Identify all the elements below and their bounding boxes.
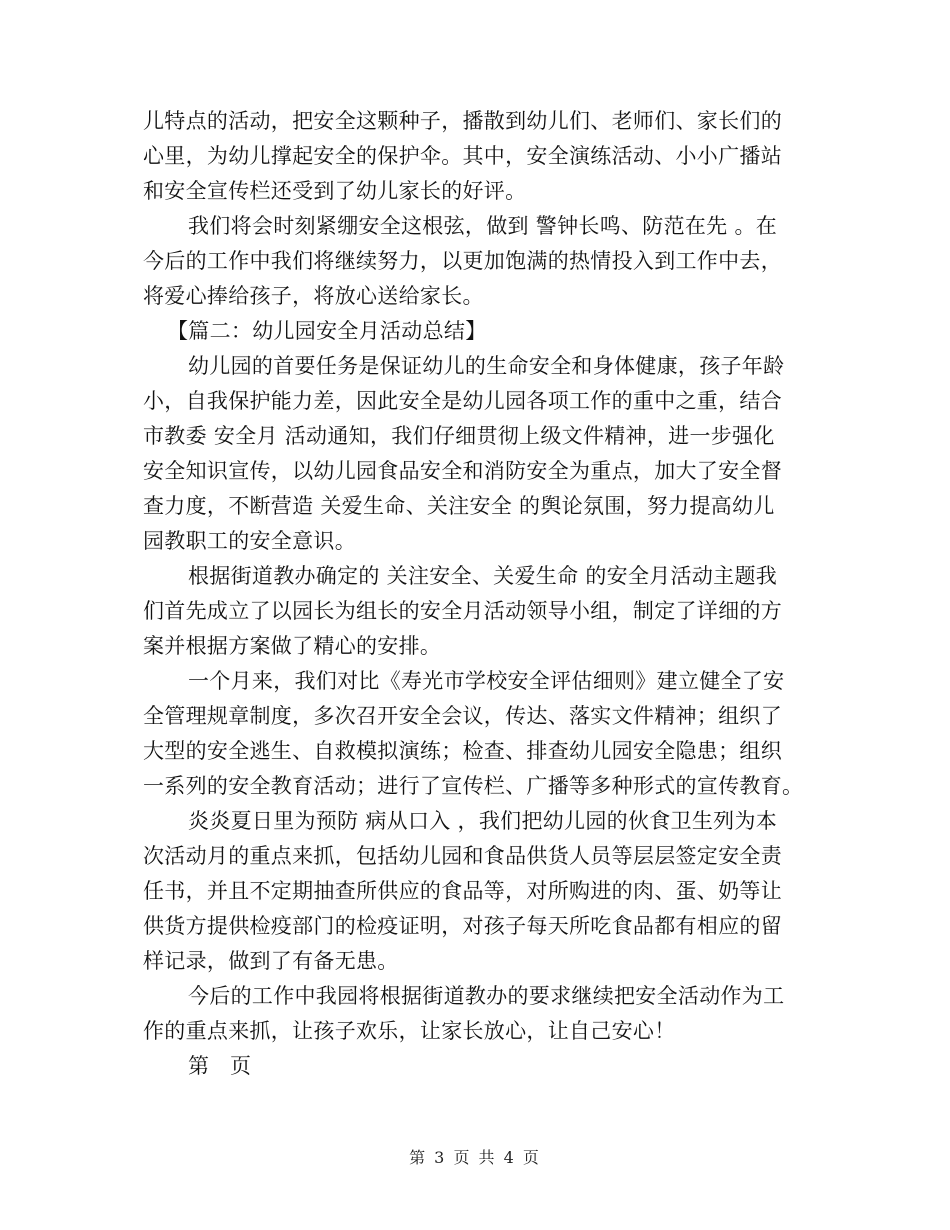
document-body [143,104,813,1084]
text-line: 今后的工作中我们将继续努力，以更加饱满的热情投入到工作中去， [143,249,782,273]
text-line: 市教委 安全月 活动通知，我们仔细贯彻上级文件精神，进一步强化 [143,424,775,448]
page-footer: 第 3 页 共 4 页 [409,1148,541,1167]
text-line: 根据街道教办确定的 关注安全、关爱生命 的安全月活动主题我 [188,564,778,588]
text-line: 供货方提供检疫部门的检疫证明，对孩子每天所吃食品都有相应的留 [143,914,782,938]
text-line: 一个月来，我们对比《寿光市学校安全评估细则》建立健全了安 [188,669,785,693]
text-line: 次活动月的重点来抓，包括幼儿园和食品供货人员等层层签定安全责 [143,844,782,868]
text-line: 任书，并且不定期抽查所供应的食品等，对所购进的肉、蛋、奶等让 [143,879,782,903]
text-line: 园教职工的安全意识。 [143,529,356,553]
text-line: 大型的安全逃生、自救模拟演练；检查、排查幼儿园安全隐患；组织 [143,739,782,763]
text-line: 心里，为幼儿撑起安全的保护伞。其中，安全演练活动、小小广播站 [143,144,782,168]
text-line: 作的重点来抓，让孩子欢乐，让家长放心，让自己安心！ [143,1019,676,1043]
paragraph-5 [143,664,813,804]
inline-page-mark: 第 页 [188,1054,251,1078]
text-line: 今后的工作中我园将根据街道教办的要求继续把安全活动作为工 [188,984,785,1008]
paragraph-7 [143,979,813,1049]
paragraph-6 [143,804,813,979]
text-line: 幼儿园的首要任务是保证幼儿的生命安全和身体健康，孩子年龄 [188,354,785,378]
text-line: 小，自我保护能力差，因此安全是幼儿园各项工作的重中之重，结合 [143,389,782,413]
text-line: 安全知识宣传，以幼儿园食品安全和消防安全为重点，加大了安全督 [143,459,782,483]
text-line: 炎炎夏日里为预防 病从口入 ，我们把幼儿园的伙食卫生列为本 [188,809,778,833]
text-line: 一系列的安全教育活动；进行了宣传栏、广播等多种形式的宣传教育。 [143,774,804,798]
paragraph-4 [143,559,813,664]
text-line: 和安全宣传栏还受到了幼儿家长的好评。 [143,179,527,203]
paragraph-2 [143,209,813,314]
text-line: 将爱心捧给孩子，将放心送给家长。 [143,284,484,308]
paragraph-3 [143,349,813,559]
text-line: 全管理规章制度，多次召开安全会议，传达、落实文件精神；组织了 [143,704,782,728]
text-line: 们首先成立了以园长为组长的安全月活动领导小组，制定了详细的方 [143,599,782,623]
paragraph-1 [143,104,813,209]
text-line: 案并根据方案做了精心的安排。 [143,634,442,658]
section-heading: 【篇二：幼儿园安全月活动总结】 [167,319,487,343]
text-line: 我们将会时刻紧绷安全这根弦，做到 警钟长鸣、防范在先 。在 [188,214,778,238]
text-line: 儿特点的活动，把安全这颗种子，播散到幼儿们、老师们、家长们的 [143,109,782,133]
text-line: 样记录，做到了有备无患。 [143,949,399,973]
text-line: 查力度，不断营造 关爱生命、关注安全 的舆论氛围，努力提高幼儿 [143,494,775,518]
